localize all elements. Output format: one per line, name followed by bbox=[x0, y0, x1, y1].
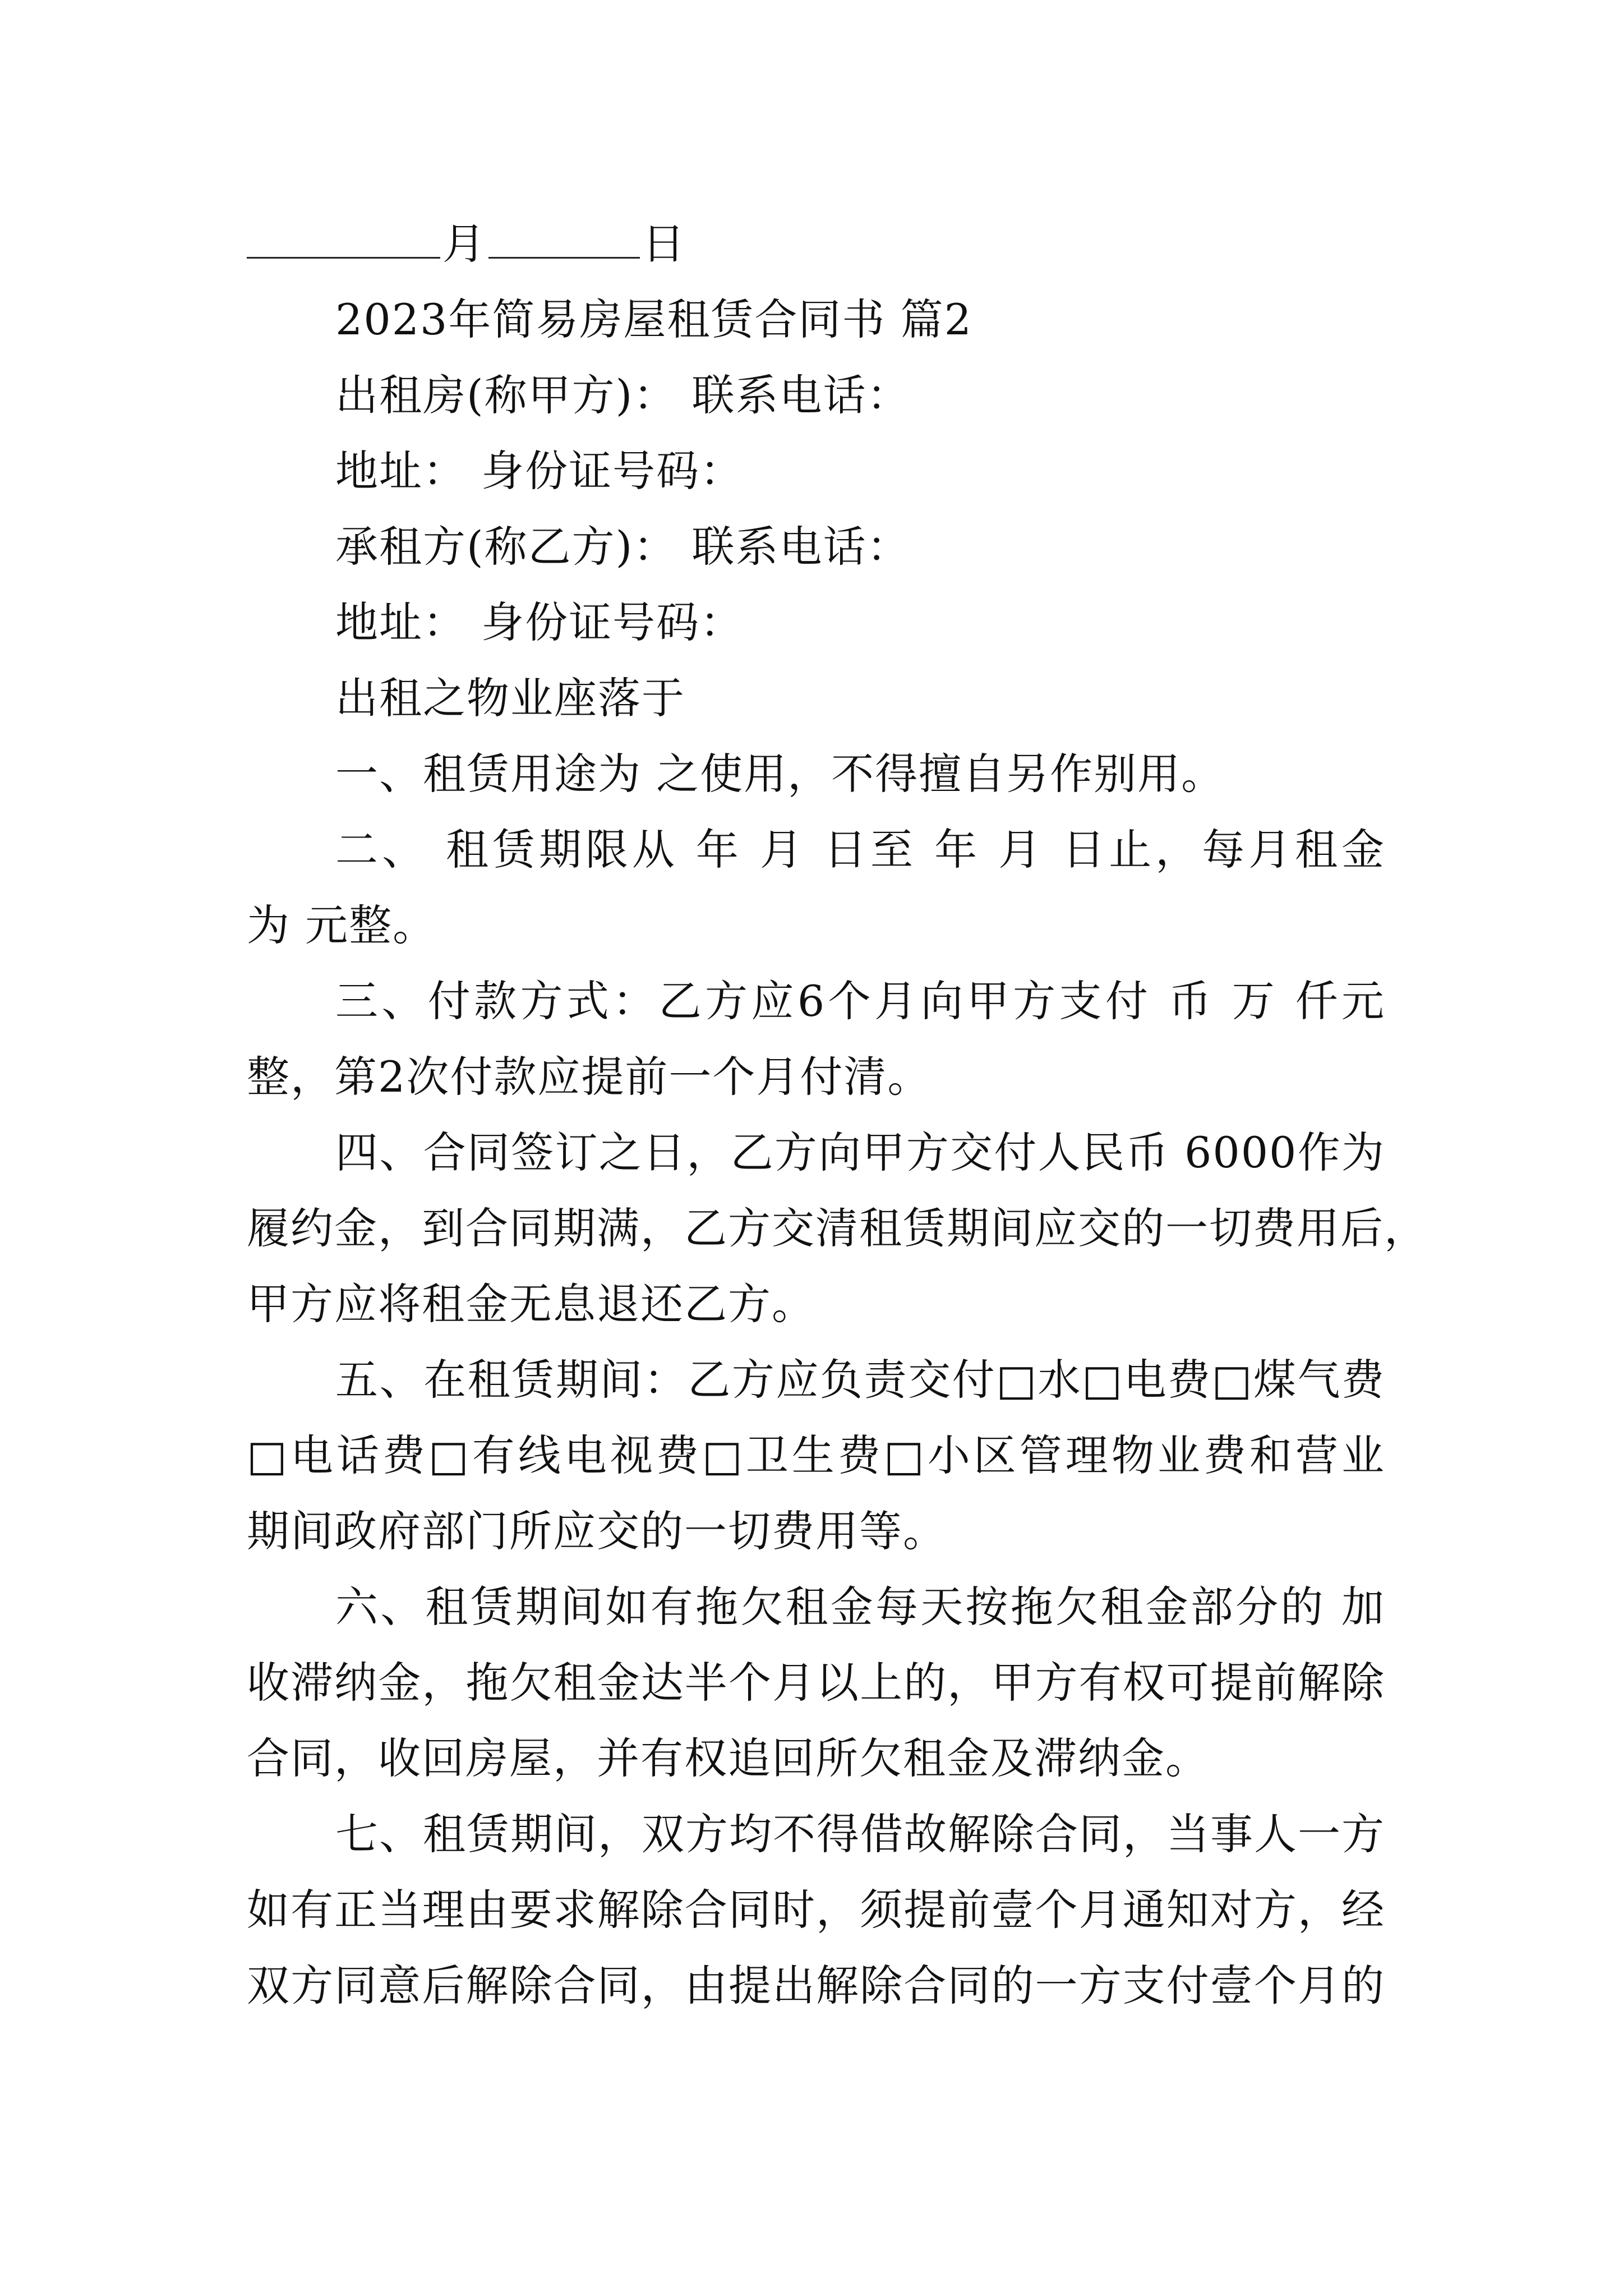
clause-4-line-3: 甲方应将租金无息退还乙方。 bbox=[247, 1279, 815, 1329]
clause-1: 一、租赁用途为 之使用，不得擅自另作别用。 bbox=[335, 749, 1225, 799]
clause-2-line-1: 二、 租赁期限从 年 月 日至 年 月 日止，每月租金 bbox=[335, 825, 1385, 875]
clause-6-line-1: 六、租赁期间如有拖欠租金每天按拖欠租金部分的 加 bbox=[335, 1582, 1385, 1632]
lessee-address-line: 地址： 身份证号码： bbox=[335, 597, 744, 647]
clause-5-line-3: 期间政府部门所应交的一切费用等。 bbox=[247, 1506, 947, 1556]
clause-7-line-3: 双方同意后解除合同，由提出解除合同的一方支付壹个月的 bbox=[247, 1961, 1385, 2010]
clause-4-line-2: 履约金，到合同期满，乙方交清租赁期间应交的一切费用后， bbox=[247, 1203, 1428, 1253]
month-label: 月 bbox=[442, 219, 486, 269]
clause-2-line-2: 为 元整。 bbox=[247, 900, 437, 950]
day-blank bbox=[488, 218, 640, 259]
clause-6-line-2: 收滞纳金，拖欠租金达半个月以上的，甲方有权可提前解除 bbox=[247, 1658, 1385, 1708]
clause-3-line-2: 整，第2次付款应提前一个月付清。 bbox=[247, 1052, 932, 1102]
document-title: 2023年简易房屋租赁合同书 篇2 bbox=[335, 295, 972, 344]
clause-6-line-3: 合同，收回房屋，并有权追回所欠租金及滞纳金。 bbox=[247, 1733, 1209, 1783]
clause-7-line-2: 如有正当理由要求解除合同时，须提前壹个月通知对方，经 bbox=[247, 1885, 1385, 1935]
clause-4-line-1: 四、合同签订之日，乙方向甲方交付人民币 6000作为 bbox=[335, 1128, 1385, 1177]
day-label: 日 bbox=[642, 219, 686, 269]
property-location-line: 出租之物业座落于 bbox=[335, 673, 685, 723]
lessee-line: 承租方(称乙方)： 联系电话： bbox=[335, 522, 911, 572]
clause-5-line-1: 五、在租赁期间：乙方应负责交付□水□电费□煤气费 bbox=[335, 1355, 1385, 1405]
clause-5-line-2: □电话费□有线电视费□卫生费□小区管理物业费和营业 bbox=[247, 1430, 1385, 1480]
year-blank bbox=[247, 218, 440, 259]
date-line bbox=[247, 216, 1385, 272]
lessor-address-line: 地址： 身份证号码： bbox=[335, 446, 744, 496]
clause-7-line-1: 七、租赁期间，双方均不得借故解除合同，当事人一方 bbox=[335, 1809, 1385, 1859]
clause-3-line-1: 三、付款方式：乙方应6个月向甲方支付 币 万 仟元 bbox=[335, 976, 1385, 1026]
lessor-line: 出租房(称甲方)： 联系电话： bbox=[335, 370, 911, 420]
